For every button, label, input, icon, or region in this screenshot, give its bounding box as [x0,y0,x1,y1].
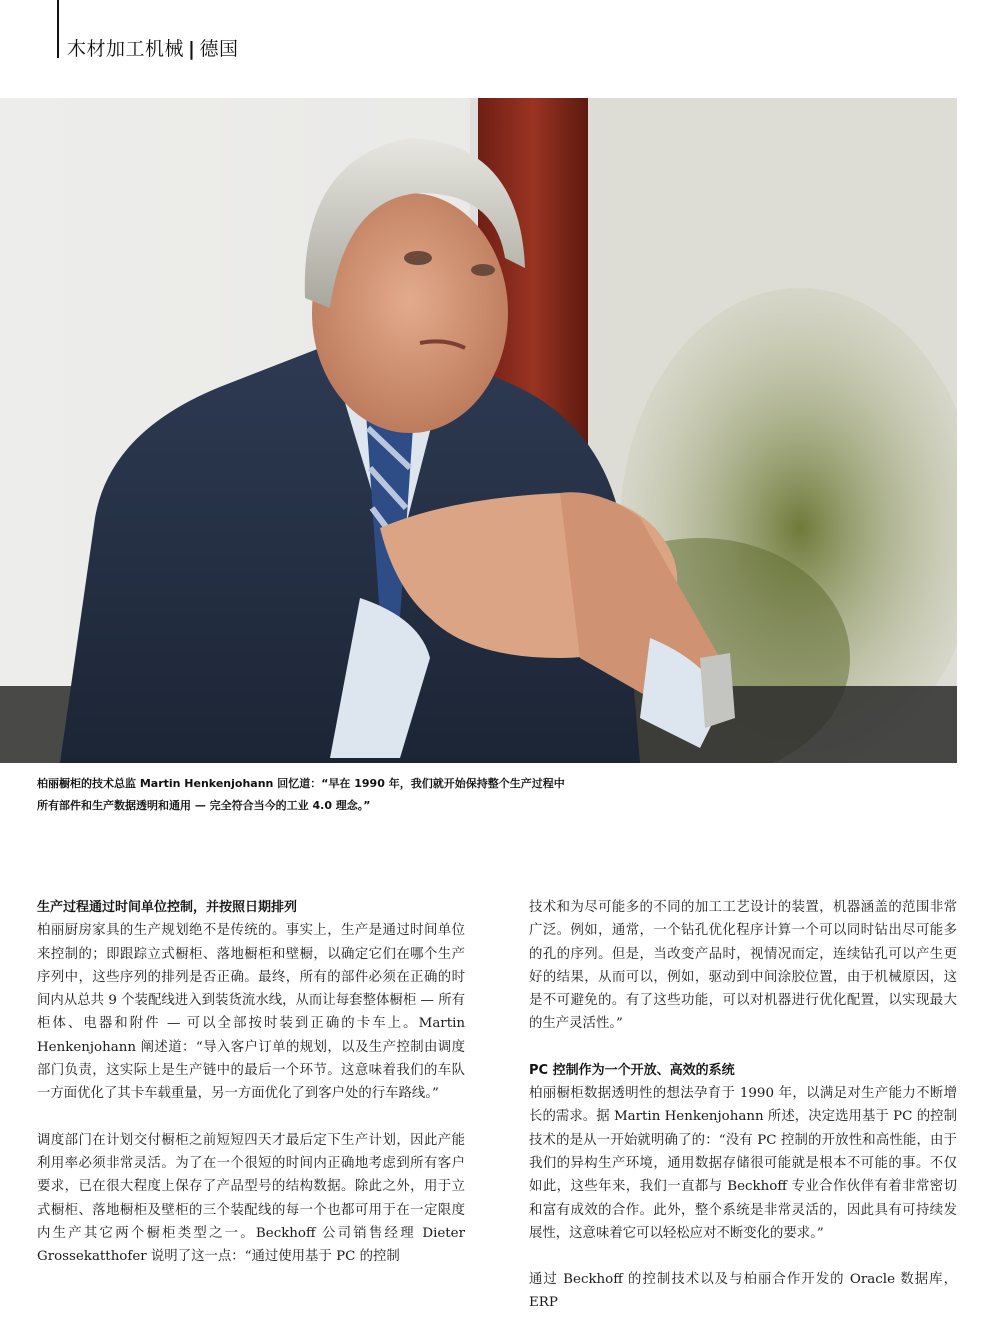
section-heading-pc-control: PC 控制作为一个开放、高效的系统 [529,1062,735,1078]
section-heading-production: 生产过程通过时间单位控制，并按照日期排列 [37,900,298,915]
paragraph-gap [529,1245,957,1268]
portrait-photo-illustration [0,98,957,763]
paragraph-machine-flexibility: 技术和为尽可能多的不同的加工工艺设计的装置，机器涵盖的范围非常广泛。例如，通常，一个钻孔优化程序计算一个可以同时钻出尽可能多的孔的序列。但是，当改变产品时，视情况而定，连续钻孔可以产生更好的结果，从而可以，例如，驱动到中间涂胶位置，由于机械原因，这是不可避免的。有了这些功能，可以对机器进行优化配置，以实现最大的生产灵活性。” [529,900,957,1032]
paragraph-gap [529,1036,957,1059]
country-label: 德国 [199,38,239,60]
header-separator: | [188,38,196,60]
header-rule [57,0,59,58]
caption-line-1: 柏丽橱柜的技术总监 Martin Henkenjohann 回忆道：“早在 1990 年，我们就开始保持整个生产过程中 [37,777,565,790]
paragraph-gap [37,1106,465,1129]
paragraph-oracle-erp: 通过 Beckhoff 的控制技术以及与柏丽合作开发的 Oracle 数据库，ERP [529,1272,957,1311]
portrait-photo [0,98,957,763]
photo-caption [37,773,937,817]
paragraph-data-transparency: 柏丽橱柜数据透明性的想法孕育于 1990 年，以满足对生产能力不断增长的需求。据 Martin Henkenjohann 所述，决定选用基于 PC 的控制技术的是从一开始就明确了的：“没有 PC 控制的开放性和高性能，由于我们的异构生产环境，通用数据存储很可能就是根本不可能的事。不仅如此，这些年来，我们一直都与 Beckhoff 专业合作伙伴有着非常密切和富有成效的合作。此外，整个系统是非常灵活的，因此具有可持续发展性，这意味着它可以轻松应对不断变化的要求。” [529,1086,957,1241]
caption-line-2: 所有部件和生产数据透明和通用 — 完全符合当今的工业 4.0 理念。” [37,799,371,812]
category-label: 木材加工机械 [67,38,185,60]
left-column [37,896,465,1268]
right-column [529,896,957,1315]
section-header [67,34,238,61]
paragraph-dispatch-planning: 调度部门在计划交付橱柜之前短短四天才最后定下生产计划，因此产能利用率必须非常灵活。为了在一个很短的时间内正确地考虑到所有客户要求，已在很大程度上保存了产品型号的结构数据。除此之外，用于立式橱柜、落地橱柜及壁柜的三个装配线的每一个也都可用于在一定限度内生产其它两个橱柜类型之一。Beckhoff 公司销售经理 Dieter Grossekatthofer 说明了这一点：“通过使用基于 PC 的控制 [37,1132,465,1265]
paragraph-production-control: 柏丽厨房家具的生产规划绝不是传统的。事实上，生产是通过时间单位来控制的；即跟踪立式橱柜、落地橱柜和壁橱，以确定它们在哪个生产序列中，这些序列的排列是否正确。最终，所有的部件必须在正确的时间内从总共 9 个装配线进入到装货流水线，从而让每套整体橱柜 — 所有柜体、电器和附件 — 可以全部按时装到正确的卡车上。Martin Henkenjohann 阐述道：“导入客户订单的规划，以及生产控制由调度部门负责，这实际上是生产链中的最后一个环节。这意味着我们的车队一方面优化了其卡车载重量，另一方面优化了到客户处的行车路线。” [37,923,465,1102]
